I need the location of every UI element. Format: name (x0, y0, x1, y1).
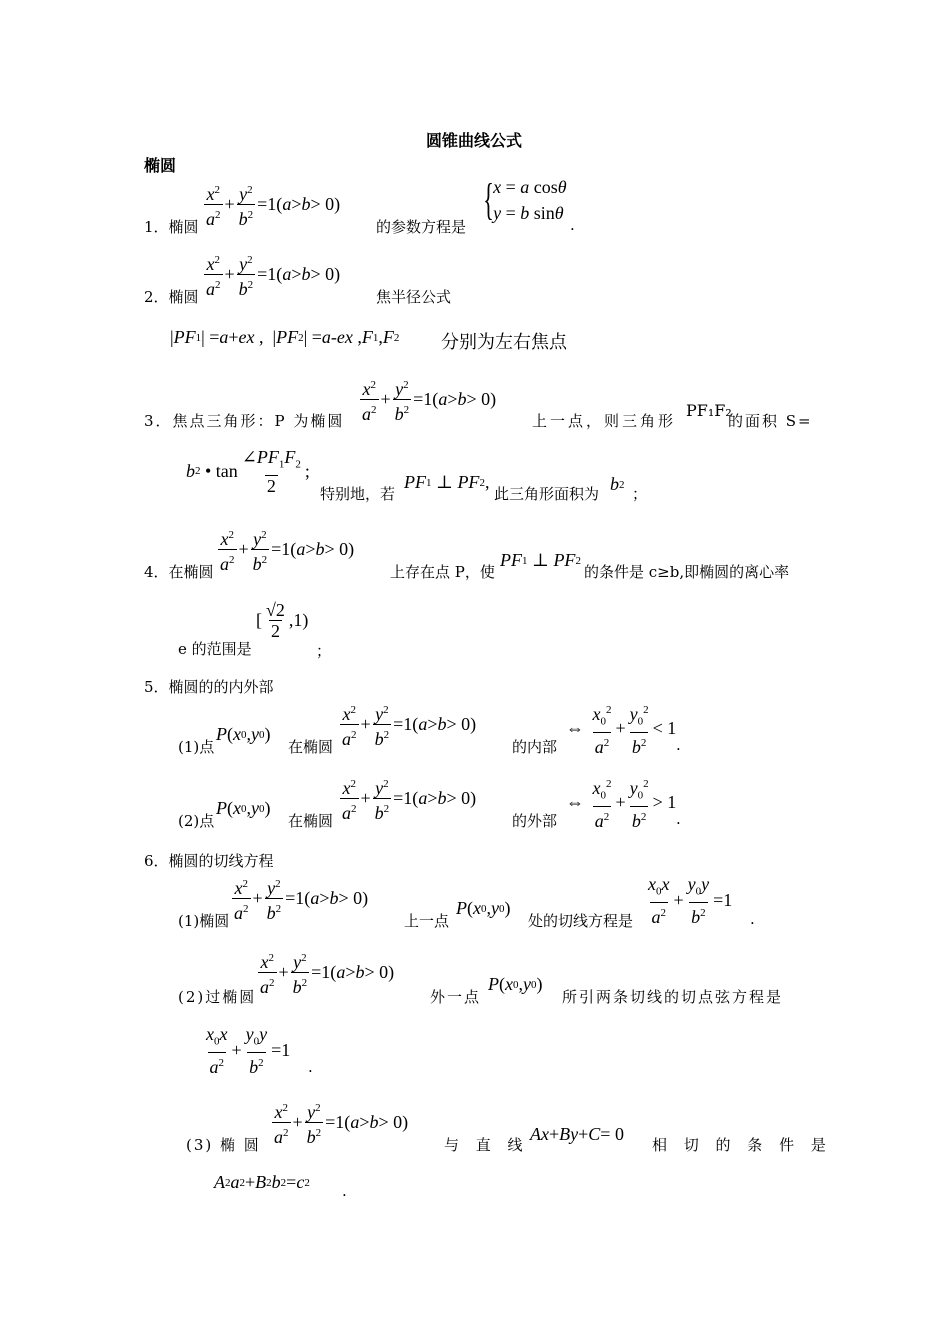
item-3-text-b: 的面积 S= (728, 412, 813, 430)
perpendicular-condition: PF 1 ⊥ PF 2 , (404, 472, 490, 492)
item-3-text-d: 此三角形面积为 (494, 485, 600, 503)
ellipse-equation: $\frac{x^2}{a^2}$ + $\frac{y^2}{b^2}$ =1( a > b > 0) (342, 778, 477, 823)
item-6-part-2: (2)过椭圆 (178, 988, 257, 1006)
interior-condition: ⇔ $\frac{x_0^2}{a^2}$ + $\frac{y_0^2}{b^2}$ < 1 (566, 704, 677, 757)
point-p: P ( x 0 , y 0 ) (488, 974, 543, 994)
item-4-text-b: 的条件是 c≥b,即椭圆的离心率 (584, 563, 790, 581)
section-heading: 椭圆 (144, 156, 177, 175)
line-equation: Ax + By + C = 0 (530, 1124, 624, 1144)
item-1-number: 1．椭圆 (144, 218, 199, 236)
item-2-tail: 分别为左右焦点 (441, 332, 567, 353)
item-6-part-1: (1)椭圆 (178, 912, 230, 930)
ellipse-equation: $\frac{x^2}{a^2}$ + $\frac{y^2}{b^2}$ =1( a > b > 0) (362, 379, 497, 424)
perpendicular-condition: PF 1 ⊥ PF 2 (500, 550, 581, 570)
page-title: 圆锥曲线公式 (426, 131, 523, 150)
focal-radius-formula: | PF 1 | = a + ex , | PF 2 | = a - ex , F 1 , F 2 (170, 327, 400, 347)
tangent-equation: $\frac{x_0x}{a^2}$ + $\frac{y_0y}{b^2}$ =1 (648, 874, 733, 927)
item-5-part-1: (1)点 (178, 738, 215, 756)
point-p: P ( x 0 , y 0 ) (216, 724, 271, 744)
area-formula: b 2 • tan $\frac{\angle PF_1F_2}{2}$ ; (186, 447, 310, 496)
item-2-number: 2．椭圆 (144, 288, 199, 306)
ellipse-equation: $\frac{x^2}{a^2}$ + $\frac{y^2}{b^2}$ =1( a > b > 0) (274, 1102, 409, 1147)
ellipse-equation: $\frac{x^2}{a^2}$ + $\frac{y^2}{b^2}$ =1( a > b > 0) (342, 704, 477, 749)
item-4-text-a: 上存在点 P，使 (390, 563, 495, 581)
tangency-condition: A 2 a 2 + B 2 b 2 = c 2 (214, 1172, 310, 1192)
item-4-number: 4．在椭圆 (144, 563, 214, 581)
document-page: 圆锥曲线公式 椭圆 1．椭圆 $\frac{x^2}{a^2}$ + $\frac{y^2}{b^2}$ =1( a > b > 0) 的参数方程是 { x = a cosθ y = b sinθ . 2．椭圆 $\frac{x^2}{a^2}$ + $\frac{y^2}{b^2}$ =1( a > b > 0) 焦半径公式 | PF 1 | = a + ex , | PF 2 | = a - ex , F 1 , F 2 分别为左右焦点 3．焦点三角形：P 为椭圆 $\frac{x^2}{a^2}$ + $\frac{y^2}{b^2}$ =1( a > b > 0) 上一点，则三角形 PF₁F₂ 的面积 S= b 2 • tan $\frac{\angle PF_1F_2}{2}$ ; 特别地，若 PF 1 ⊥ PF 2 , 此三角形面积为 b 2 ； 4．在椭圆 $\frac{x^2}{a^2}$ + $\frac{y^2}{b^2}$ =1( a > b > 0) 上存在点 P，使 PF 1 ⊥ PF 2 的条件是 c≥b,即椭圆的离心率 e 的范围是 [ $\frac{√2}{2}$ ,1) ； 5．椭圆的的内外部 (1)点 P ( x 0 , y 0 ) 在椭圆 $\frac{x^2}{a^2}$ + $\frac{y^2}{b^2}$ =1( a > b > 0) 的内部 ⇔ $\frac{x_0^2}{a^2}$ + $\frac{y_0^2}{b^2}$ < 1 . (2)点 P ( x 0 , y 0 ) 在椭圆 $\frac{x^2}{a^2}$ + $\frac{y^2}{b^2}$ =1( a > b > 0) 的外部 ⇔ $\frac{x_0^2}{a^2}$ + $\frac{y_0^2}{b^2}$ > 1 . 6．椭圆的切线方程 (1)椭圆 $\frac{x^2}{a^2}$ + $\frac{y^2}{b^2}$ =1( a > b > 0) 上一点 P ( x 0 , y 0 ) 处的切线方程是 $\frac{x_0x}{a^2}$ + $\frac{y_0y}{b^2}$ =1 . (2)过椭圆 $\frac{x^2}{a^2}$ + $\frac{y^2}{b^2}$ =1( a > b > 0) 外一点 P ( x 0 , y 0 ) 所引两条切线的切点弦方程是 $\frac{x_0x}{a^2}$ + $\frac{y_0y}{b^2}$ =1 . (3) 椭 圆 $\frac{x^2}{a^2}$ + $\frac{y^2}{b^2}$ =1( a > b > 0) 与 直 线 Ax + By + C = 0 相 切 的 条 件 是 A 2 a 2 + B 2 b 2 = c 2 . (0, 0, 950, 1344)
ellipse-equation: $\frac{x^2}{a^2}$ + $\frac{y^2}{b^2}$ =1( a > b > 0) (234, 878, 369, 923)
item-1-text: 的参数方程是 (376, 218, 467, 236)
chord-equation: $\frac{x_0x}{a^2}$ + $\frac{y_0y}{b^2}$ =1 (206, 1024, 291, 1077)
item-4-text-c: e 的范围是 (178, 640, 252, 658)
item-5-number: 5．椭圆的的内外部 (144, 678, 274, 696)
item-5-part-2: (2)点 (178, 812, 215, 830)
item-2-text: 焦半径公式 (376, 288, 452, 306)
item-3-text-c: 特别地，若 (320, 485, 396, 503)
triangle-label: PF₁F₂ (686, 401, 732, 420)
point-p: P ( x 0 , y 0 ) (216, 798, 271, 818)
item-6-part-3: (3) 椭 圆 (186, 1136, 261, 1154)
point-p: P ( x 0 , y 0 ) (456, 898, 511, 918)
exterior-condition: ⇔ $\frac{x_0^2}{a^2}$ + $\frac{y_0^2}{b^2}$ > 1 (566, 778, 677, 831)
item-6-number: 6．椭圆的切线方程 (144, 852, 274, 870)
ellipse-equation: $\frac{x^2}{a^2}$ + $\frac{y^2}{b^2}$ =1( a > b > 0) (220, 529, 355, 574)
item-3-text-a: 上一点，则三角形 (532, 412, 677, 430)
ellipse-equation: $\frac{x^2}{a^2}$ + $\frac{y^2}{b^2}$ =1( a > b > 0) (260, 952, 395, 997)
ellipse-equation: $\frac{x^2}{a^2}$ + $\frac{y^2}{b^2}$ =1( a > b > 0) (206, 184, 341, 229)
ellipse-equation: $\frac{x^2}{a^2}$ + $\frac{y^2}{b^2}$ =1( a > b > 0) (206, 254, 341, 299)
eccentricity-range: [ $\frac{√2}{2}$ ,1) (256, 600, 309, 641)
item-3-number: 3．焦点三角形：P 为椭圆 (144, 412, 345, 430)
parametric-equation: { x = a cosθ y = b sinθ (483, 175, 567, 224)
